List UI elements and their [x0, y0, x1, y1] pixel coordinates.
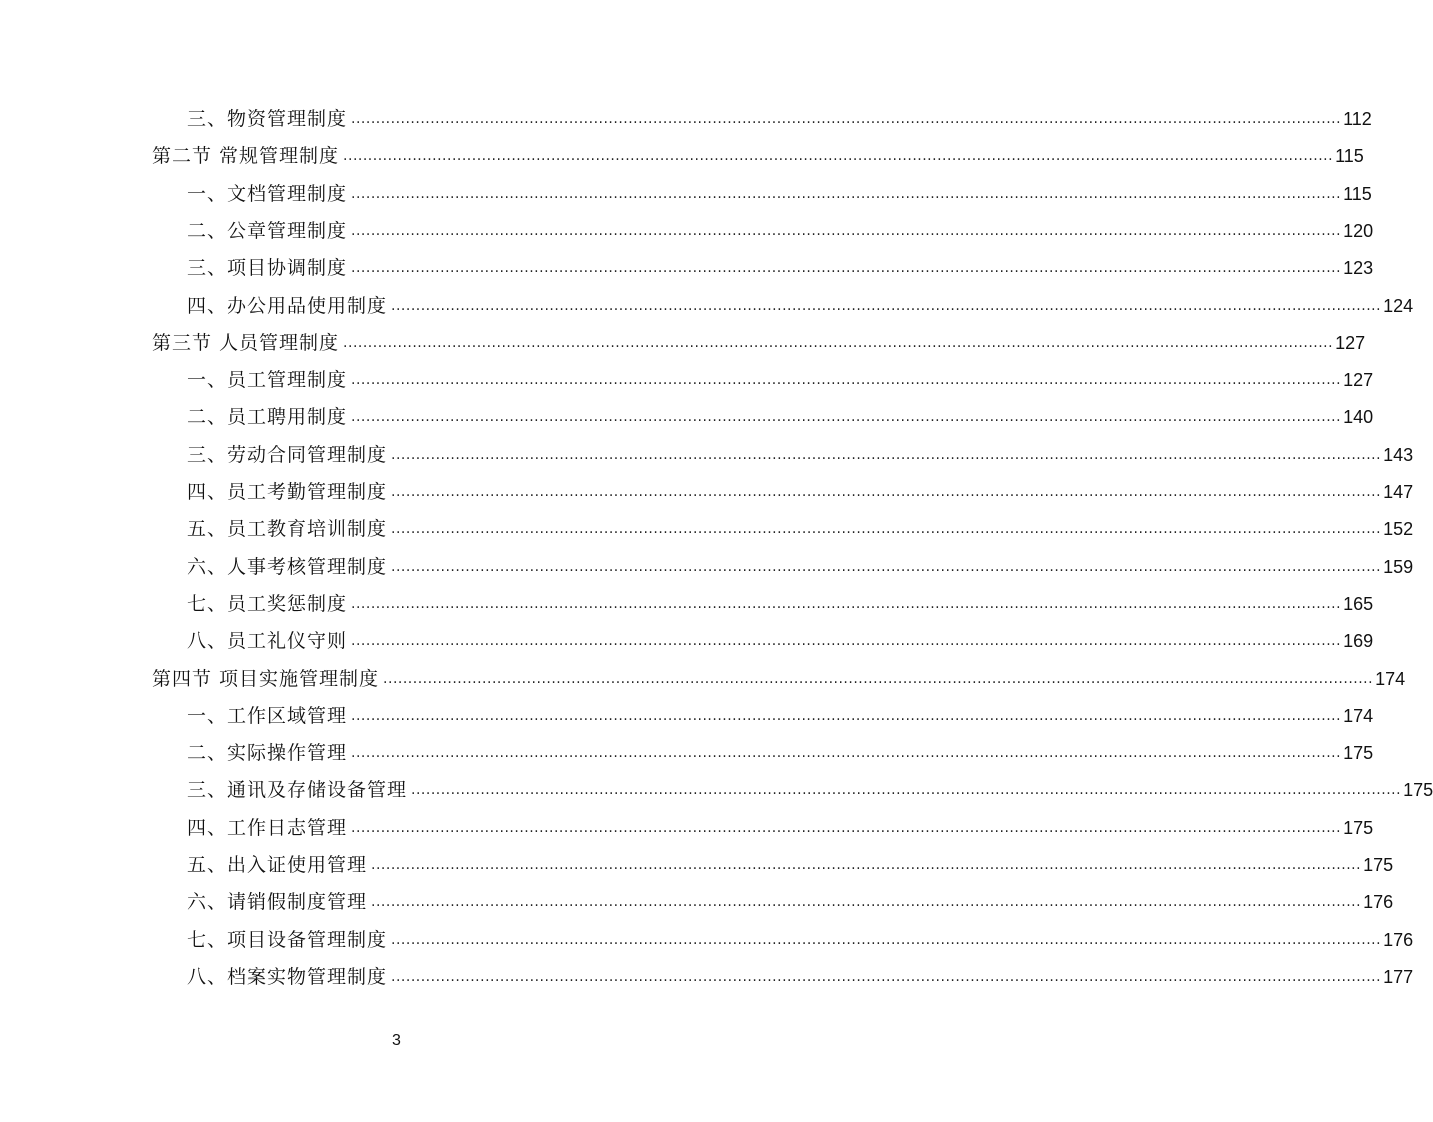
toc-entry-page-number: 123 — [1343, 258, 1374, 279]
toc-entry-title: 第三节 人员管理制度 — [152, 331, 340, 354]
toc-entry-title: 五、出入证使用管理 — [187, 854, 368, 876]
toc-section-entry[interactable] — [152, 138, 1364, 175]
toc-entry-page-number: 124 — [1383, 295, 1414, 316]
toc-entry[interactable] — [187, 288, 1414, 325]
toc-dot-leader: ........................................................................................................................................................................................................ — [351, 372, 1342, 389]
toc-entry[interactable] — [187, 250, 1374, 287]
toc-dot-leader: ........................................................................................................................................................................................................ — [391, 931, 1382, 948]
toc-entry-page-number: 115 — [1343, 183, 1372, 204]
toc-dot-leader: ........................................................................................................................................................................................................ — [371, 894, 1362, 911]
toc-entry-page-number: 174 — [1375, 668, 1406, 689]
toc-entry-page-number: 175 — [1343, 817, 1374, 838]
toc-entry-page-number: 143 — [1383, 444, 1414, 465]
toc-entry-title: 三、物资管理制度 — [187, 108, 348, 130]
toc-entry[interactable] — [187, 176, 1372, 213]
toc-entry-page-number: 175 — [1343, 743, 1374, 764]
toc-dot-leader: ........................................................................................................................................................................................................ — [351, 595, 1342, 612]
toc-entry-title: 八、员工礼仪守则 — [187, 630, 348, 653]
toc-entry[interactable] — [187, 847, 1394, 884]
toc-entry[interactable] — [187, 213, 1374, 250]
toc-entry-title: 六、请销假制度管理 — [187, 891, 368, 914]
page-number: 3 — [392, 1032, 401, 1049]
toc-entry-title: 一、工作区域管理 — [187, 704, 348, 727]
toc-entry-page-number: 176 — [1383, 929, 1414, 950]
toc-entry[interactable] — [187, 884, 1394, 921]
toc-dot-leader: ........................................................................................................................................................................................................ — [351, 260, 1342, 277]
toc-dot-leader: ........................................................................................................................................................................................................ — [391, 968, 1382, 985]
toc-entry[interactable] — [187, 437, 1414, 474]
toc-entry-title: 七、员工奖惩制度 — [187, 592, 348, 615]
toc-entry-page-number: 175 — [1363, 855, 1394, 875]
toc-section-entry[interactable] — [152, 661, 1406, 698]
toc-dot-leader: ........................................................................................................................................................................................................ — [351, 745, 1342, 762]
toc-dot-leader: ........................................................................................................................................................................................................ — [383, 670, 1374, 687]
toc-entry-title: 七、项目设备管理制度 — [187, 928, 388, 951]
toc-entry[interactable] — [187, 735, 1374, 772]
toc-section-entry[interactable] — [152, 325, 1366, 362]
toc-entry-title: 第四节 项目实施管理制度 — [152, 667, 380, 690]
toc-entry-page-number: 175 — [1403, 780, 1433, 801]
toc-dot-leader: ........................................................................................................................................................................................................ — [351, 111, 1342, 127]
toc-dot-leader: ........................................................................................................................................................................................................ — [351, 707, 1342, 724]
toc-dot-leader: ........................................................................................................................................................................................................ — [343, 334, 1334, 351]
toc-entry-page-number: 177 — [1383, 966, 1414, 987]
toc-entry-title: 八、档案实物管理制度 — [187, 965, 388, 988]
toc-entry[interactable] — [187, 810, 1374, 847]
toc-entry-page-number: 127 — [1343, 370, 1374, 391]
toc-entry-page-number: 112 — [1343, 109, 1372, 129]
toc-entry-page-number: 159 — [1383, 556, 1414, 577]
toc-entry[interactable] — [187, 586, 1374, 623]
toc-entry[interactable] — [187, 772, 1433, 809]
toc-entry-page-number: 140 — [1343, 407, 1374, 428]
toc-entry-title: 五、员工教育培训制度 — [187, 518, 388, 541]
toc-entry-page-number: 176 — [1363, 892, 1394, 913]
toc-dot-leader: ........................................................................................................................................................................................................ — [351, 819, 1342, 836]
toc-entry-page-number: 174 — [1343, 705, 1374, 726]
toc-entry-title: 第二节 常规管理制度 — [152, 145, 340, 168]
toc-dot-leader: ........................................................................................................................................................................................................ — [391, 484, 1382, 500]
toc-dot-leader: ........................................................................................................................................................................................................ — [391, 446, 1382, 463]
toc-dot-leader: ........................................................................................................................................................................................................ — [343, 148, 1334, 165]
toc-entry[interactable] — [187, 101, 1372, 138]
toc-entry[interactable] — [187, 623, 1374, 660]
toc-entry-page-number: 169 — [1343, 631, 1374, 652]
toc-entry-title: 三、项目协调制度 — [187, 257, 348, 280]
toc-dot-leader: ........................................................................................................................................................................................................ — [391, 521, 1382, 538]
toc-entry-page-number: 120 — [1343, 220, 1374, 241]
toc-entry[interactable] — [187, 922, 1414, 959]
toc-entry[interactable] — [187, 959, 1414, 996]
toc-entry-page-number: 115 — [1335, 146, 1364, 167]
toc-entry-page-number: 165 — [1343, 593, 1374, 614]
toc-entry-page-number: 127 — [1335, 332, 1366, 353]
toc-entry-page-number: 152 — [1383, 519, 1414, 540]
toc-entry-title: 四、员工考勤管理制度 — [187, 481, 388, 503]
toc-entry[interactable] — [187, 399, 1374, 436]
toc-entry-title: 二、员工聘用制度 — [187, 406, 348, 429]
toc-entry[interactable] — [187, 362, 1374, 399]
toc-entry-title: 三、劳动合同管理制度 — [187, 443, 388, 466]
toc-dot-leader: ........................................................................................................................................................................................................ — [351, 633, 1342, 650]
toc-entry-title: 一、员工管理制度 — [187, 369, 348, 392]
toc-dot-leader: ........................................................................................................................................................................................................ — [391, 558, 1382, 575]
toc-entry-page-number: 147 — [1383, 482, 1414, 502]
toc-entry[interactable] — [187, 511, 1414, 548]
toc-entry-title: 二、实际操作管理 — [187, 742, 348, 765]
toc-entry-title: 三、通讯及存储设备管理 — [187, 779, 408, 802]
toc-entry[interactable] — [187, 698, 1374, 735]
toc-dot-leader: ........................................................................................................................................................................................................ — [411, 782, 1402, 799]
toc-dot-leader: ........................................................................................................................................................................................................ — [351, 185, 1342, 202]
toc-entry-title: 四、工作日志管理 — [187, 816, 348, 839]
toc-entry-title: 六、人事考核管理制度 — [187, 555, 388, 578]
toc-entry-title: 一、文档管理制度 — [187, 182, 348, 205]
toc-entry[interactable] — [187, 549, 1414, 586]
toc-dot-leader: ........................................................................................................................................................................................................ — [391, 297, 1382, 314]
toc-dot-leader: ........................................................................................................................................................................................................ — [351, 222, 1342, 239]
toc-entry-title: 四、办公用品使用制度 — [187, 294, 388, 317]
toc-entry-title: 二、公章管理制度 — [187, 219, 348, 242]
toc-entry[interactable] — [187, 474, 1414, 511]
toc-dot-leader: ........................................................................................................................................................................................................ — [371, 857, 1362, 873]
toc-dot-leader: ........................................................................................................................................................................................................ — [351, 409, 1342, 426]
